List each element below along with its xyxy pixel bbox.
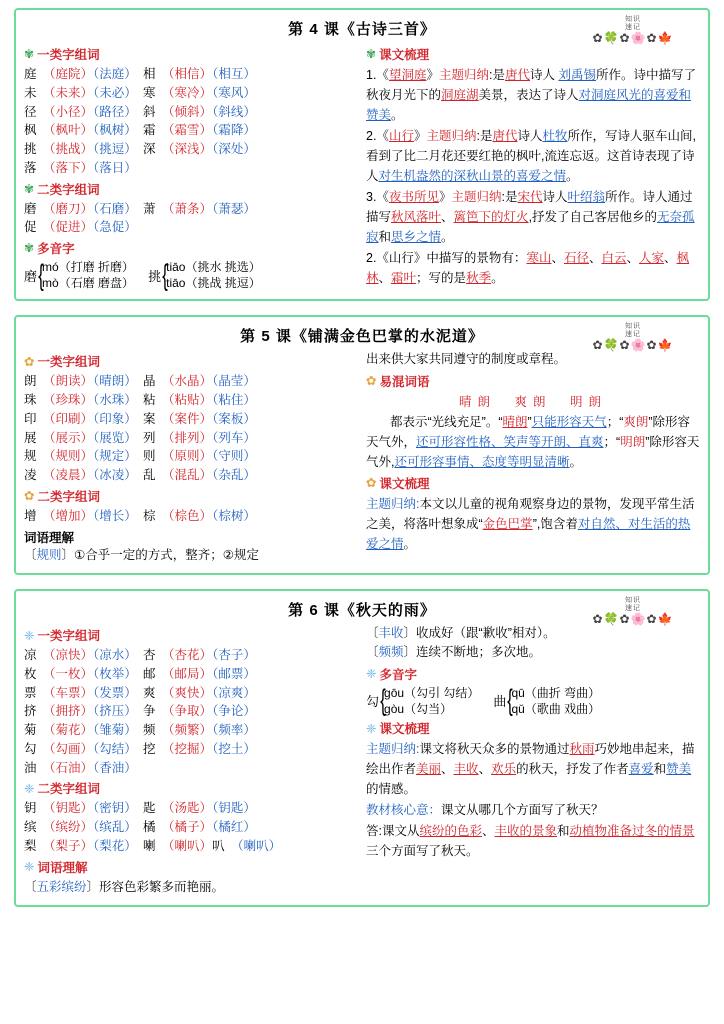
section-head-duoyin-6: [366, 665, 700, 683]
stamp-decoration: ✿🍀✿🌸✿🍁: [592, 612, 674, 627]
word-row: 展 （展示）（展览） 列 （排列）（列车）: [24, 430, 256, 445]
duoyin-reading: mò（石磨 磨盘）: [42, 276, 135, 291]
duoyin-char: 曲: [493, 694, 507, 710]
snowflake-icon: ❈: [366, 721, 377, 736]
section-head-shuli-5: [366, 474, 700, 492]
section-label: 多音字: [379, 667, 417, 682]
word-row: 凌 （凌晨）（冰凌） 乱 （混乱）（杂乱）: [24, 468, 256, 483]
stamp-decoration: ✿🍀✿🌸✿🍁: [592, 338, 674, 353]
continued-text: 出来供大家共同遵守的制度或章程。: [366, 352, 567, 367]
section-label: 课文梳理: [379, 722, 430, 737]
snowflake-icon: ❈: [24, 628, 35, 643]
section-head-erlei-5: [24, 487, 358, 505]
brace-icon: {: [38, 258, 44, 292]
section-label: 词语理解: [37, 860, 88, 875]
section-label: 课文梳理: [379, 48, 430, 62]
lesson-card-6: [14, 589, 710, 907]
word-row: 梨 （梨子）（梨花） 喇 （喇叭）叭 （喇叭）: [24, 838, 282, 853]
duoyin-item: [493, 685, 600, 717]
duoyin-group-6: [366, 685, 700, 717]
duoyin-reading: tiāo（挑水 挑选）: [166, 260, 261, 274]
duoyin-char: 挑: [148, 268, 162, 284]
section-head-yihun-5: [366, 372, 700, 390]
word-explanation: 〔规则〕①合乎一定的方式，整齐；②规定: [24, 547, 259, 562]
knowledge-stamp: [568, 323, 698, 353]
word-row: 钥 （钥匙）（密钥） 匙 （汤匙）（钥匙）: [24, 801, 256, 816]
word-row: 落 （落下）（落日）: [24, 160, 137, 175]
word-row: 缤 （缤纷）（缤乱） 橘 （橘子）（橘红）: [24, 820, 256, 834]
word-row: 径 （小径）（路径） 斜 （倾斜）（斜线）: [24, 104, 256, 119]
word-row: 枫 （枫叶）（枫树） 霜 （霜雪）（霜降）: [24, 123, 256, 138]
duoyin-reading: tiāo（挑战 挑逗）: [166, 276, 261, 291]
duoyin-item: [24, 259, 134, 291]
flower-icon: ✾: [24, 47, 35, 61]
stamp-decoration: ✿🍀✿🌸✿🍁: [592, 31, 674, 46]
lesson-card-4: [14, 8, 710, 301]
section-label: 多音字: [37, 242, 75, 256]
duoyin-char: 磨: [24, 268, 38, 284]
word-row: 促 （促进）（急促）: [24, 220, 137, 235]
section-label: 二类字组词: [37, 489, 100, 504]
section-head-yilei-6: [24, 626, 358, 644]
section-head-erlei-6: [24, 779, 358, 797]
duoyin-reading: gòu（勾当）: [384, 701, 453, 716]
brace-icon: {: [380, 684, 386, 718]
flower-icon: ✾: [366, 47, 377, 61]
lesson-card-5: [14, 315, 710, 575]
word-row: 珠 （珍珠）（水珠） 粘 （粘贴）（粘住）: [24, 393, 256, 408]
word-row: 枚 （一枚）（枚举） 邮 （邮局）（邮票）: [24, 666, 256, 681]
flower-icon: ✿: [24, 354, 35, 369]
lesson6-analysis: 主题归纳:课文将秋天众多的景物通过秋雨巧妙地串起来，描绘出作者美丽、丰收、欢乐的秋天，抒发了作者喜爱和赞美的情感。: [366, 742, 695, 797]
stamp-line1: 知识: [625, 323, 641, 331]
brace-icon: {: [162, 258, 168, 292]
section-head-yilei-4: [24, 45, 358, 63]
knowledge-stamp: [568, 16, 698, 46]
word-row: 庭 （庭院）（法庭） 相 （相信）（相互）: [24, 67, 256, 81]
flower-icon: ✾: [24, 241, 35, 255]
brace-icon: {: [507, 684, 514, 718]
section-head-yilei-5: [24, 352, 358, 370]
section-label: 二类字组词: [37, 782, 100, 797]
knowledge-stamp: [568, 597, 698, 627]
lesson4-left-column: [24, 43, 358, 291]
snowflake-icon: ❈: [24, 781, 35, 796]
lesson-title-6: 第 6 课《秋天的雨》: [288, 602, 436, 619]
word-row: 磨 （磨刀）（石磨） 萧 （萧条）（萧瑟）: [24, 201, 256, 216]
section-head-ciyu-6: [24, 858, 358, 876]
lesson4-right-column: [366, 43, 700, 291]
section-label: 二类字组词: [37, 182, 100, 197]
duoyin-reading: gōu（勾引 勾结）: [384, 685, 480, 700]
core-question-label: 教材核心意：: [366, 803, 442, 818]
duoyin-char: 勾: [366, 694, 380, 710]
section-label: 一类字组词: [37, 355, 100, 370]
stamp-line1: 知识: [625, 16, 641, 23]
section-label: 一类字组词: [37, 48, 100, 62]
snowflake-icon: ❈: [366, 667, 377, 682]
confusable-words: 晴朗 爽朗 明朗: [458, 394, 607, 409]
section-head-shuli-6: [366, 719, 700, 737]
word-row: 增 （增加）（增长） 棕 （棕色）（棕树）: [24, 508, 256, 523]
confusable-explanation: 都表示“光线充足”。“晴朗”只能形容天气；“爽朗”除形容天气外，还可形容性格、笑声等开朗、直爽；“明朗”除形容天气外,还可形容事情、态度等明显清晰。: [366, 414, 700, 469]
lesson-title-5: 第 5 课《铺满金色巴掌的水泥道》: [240, 328, 484, 346]
word-row: 挤 （拥挤）（挤压） 争 （争取）（争论）: [24, 704, 256, 719]
flower-icon: ✾: [24, 181, 35, 196]
word-row: 未 （未来）（未必） 寒 （寒冷）（寒风）: [24, 85, 256, 100]
lesson5-left-column: [24, 350, 358, 565]
section-label: 易混词语: [379, 374, 430, 389]
word-row: 油 （石油）（香油）: [24, 760, 137, 775]
section-label: 一类字组词: [37, 629, 100, 643]
flower-icon: ✿: [366, 476, 377, 491]
duoyin-item: [366, 685, 479, 717]
lesson-title-4: 第 4 课《古诗三首》: [288, 21, 436, 38]
word-row: 印 （印刷）（印象） 案 （案件）（案板）: [24, 411, 256, 426]
word-explanation: 〔五彩缤纷〕形容色彩繁多而艳丽。: [24, 879, 225, 894]
section-label: 课文梳理: [379, 476, 430, 491]
lesson4-analysis: 1.《望洞庭》主题归纳:是唐代诗人 刘禹锡所作。诗中描写了秋夜月光下的洞庭湖美景，表达了诗人对洞庭风光的喜爱和赞美。 2.《山行》主题归纳:是唐代诗人杜牧所作，写诗人驱车山间,看到了比二月花还要红艳的枫叶,流连忘返。这首诗表现了诗人对生机盎然的深秋山景的喜爱之情。 3.《夜书所见》主题归纳:是宋代诗人叶绍翁所作。诗人通过描写秋风落叶、篱笆下的灯火,抒发了自己客居他乡的无奈孤寂和思乡之情。 2.《山行》中描写的景物有：寒山、石径、白云、人家、枫林、霜叶；写的是秋季。: [366, 68, 696, 285]
stamp-line2: 速记: [625, 331, 641, 339]
word-explanation: 〔频频〕连续不断地；多次地。: [366, 645, 542, 660]
lesson6-core-question: 教材核心意：课文从哪几个方面写了秋天？ 答:课文从缤纷的色彩、丰收的景象和动植物准备过冬的情景三个方面写了秋天。: [366, 803, 695, 859]
duoyin-reading: qǔ（歌曲 戏曲）: [511, 701, 601, 716]
word-row: 凉 （凉快）（凉水） 杏 （杏花）（杏子）: [24, 648, 256, 662]
section-head-duoyin-4: [24, 239, 358, 257]
flower-icon: ✿: [366, 374, 377, 389]
lesson5-analysis: 主题归纳:本文以儿童的视角观察身边的景物，发现平常生活之美，将落叶想象成“金色巴掌”,饱含着对自然、对生活的热爱之情。: [366, 496, 695, 551]
word-row: 挑 （挑战）（挑逗） 深 （深浅）（深处）: [24, 142, 256, 156]
section-head-erlei-4: [24, 180, 358, 198]
stamp-line1: 知识: [625, 597, 641, 604]
word-row: 勾 （勾画）（勾结） 挖 （挖掘）（挖土）: [24, 741, 256, 756]
word-row: 票 （车票）（发票） 爽 （爽快）（凉爽）: [24, 685, 256, 700]
word-explanation: 〔丰收〕收成好（跟“歉收”相对）。: [366, 626, 556, 640]
stamp-line2: 速记: [625, 605, 641, 613]
snowflake-icon: ❈: [24, 860, 35, 874]
duoyin-item: [148, 259, 261, 291]
lesson5-right-column: [366, 350, 700, 565]
duoyin-reading: mó（打磨 折磨）: [42, 260, 135, 274]
duoyin-group-4: [24, 259, 358, 291]
stamp-line2: 速记: [625, 24, 641, 32]
word-row: 规 （规则）（规定） 则 （原则）（守则）: [24, 449, 256, 464]
word-row: 菊 （菊花）（雏菊） 频 （频繁）（频率）: [24, 723, 256, 737]
core-question-text: 课文从哪几个方面写了秋天？: [441, 803, 604, 818]
flower-icon: ✿: [24, 489, 35, 504]
section-head-shuli-4: [366, 45, 700, 63]
word-row: 朗 （朗读）（晴朗） 晶 （水晶）（晶莹）: [24, 374, 256, 389]
section-head-ciyu-5: 词语理解: [24, 530, 75, 545]
duoyin-reading: qū（曲折 弯曲）: [511, 685, 601, 700]
lesson6-left-column: [24, 624, 358, 897]
lesson6-right-column: [366, 624, 700, 897]
